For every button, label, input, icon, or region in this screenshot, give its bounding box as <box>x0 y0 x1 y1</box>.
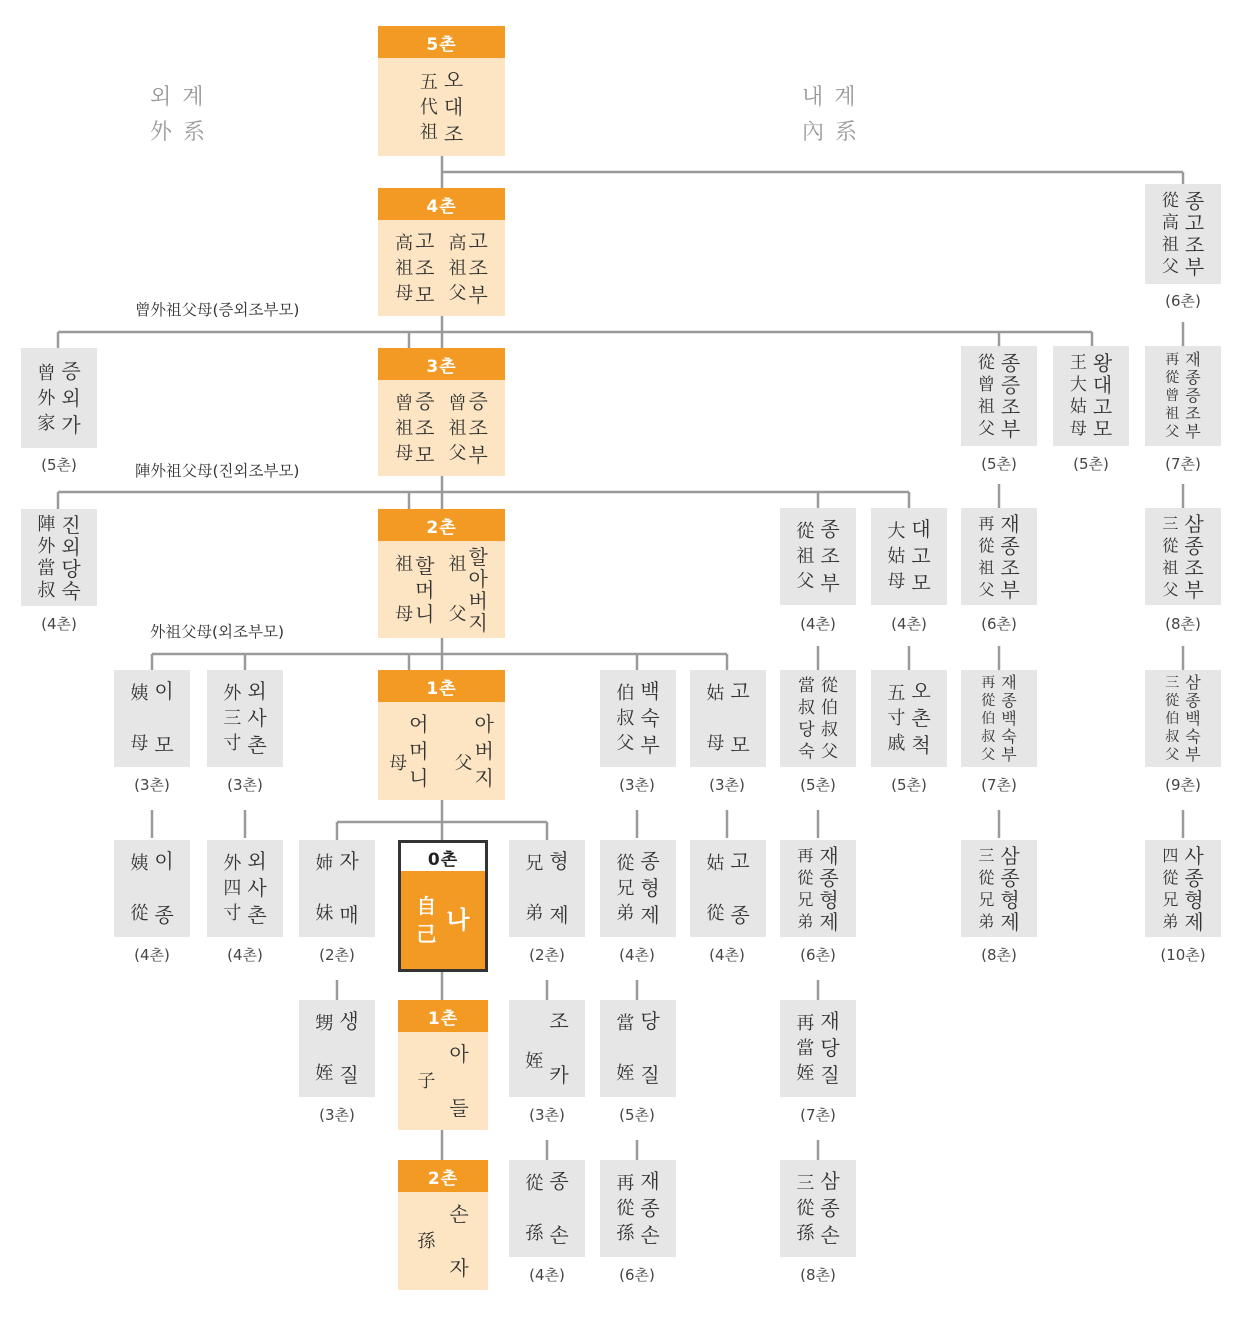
degree-label: (5촌) <box>619 1106 655 1124</box>
hanja-label: 再 當 姪 <box>796 1013 815 1084</box>
hanja-label: 祖 父 <box>448 554 467 625</box>
degree-label: (3촌) <box>227 776 263 794</box>
hanja-label: 姑 從 <box>706 853 725 924</box>
hangul-label: 외 사 촌 <box>247 679 267 757</box>
node-nephew[interactable] <box>509 1000 585 1097</box>
node-jin-maternal-uncle[interactable] <box>21 509 97 606</box>
hangul-label: 당 질 <box>640 1009 660 1087</box>
degree-label: (4촌) <box>41 615 77 633</box>
hangul-label: 재 종 형 제 <box>819 843 839 934</box>
node-great-grand-aunt[interactable] <box>1053 346 1129 446</box>
degree-label: (5촌) <box>800 776 836 794</box>
node-grand-aunt-child[interactable] <box>871 670 947 767</box>
node-brothers[interactable] <box>509 840 585 937</box>
node-great-grandparents[interactable] <box>378 348 505 476</box>
hanja-label: 曾 祖 母 <box>395 392 414 464</box>
hanja-label: 陣 外 當 叔 <box>37 513 56 601</box>
hanja-label: 伯 叔 父 <box>616 683 635 754</box>
degree-label: (6촌) <box>619 1266 655 1284</box>
degree-label: (5촌) <box>1073 455 1109 473</box>
degree-header: 1촌 <box>378 670 505 702</box>
degree-label: (4촌) <box>529 1266 565 1284</box>
degree-label: (10촌) <box>1160 946 1206 964</box>
node-maternal-aunt-cousin[interactable] <box>114 840 190 937</box>
node-fathers-third-cousin[interactable] <box>1145 670 1221 767</box>
node-great-grand-uncle[interactable] <box>961 346 1037 446</box>
node-grandparents[interactable] <box>378 509 505 638</box>
node-fourth-cousins[interactable] <box>1145 840 1221 937</box>
degree-header: 5촌 <box>378 26 505 58</box>
hangul-label: 재 종 증 조 부 <box>1185 350 1201 441</box>
hanja-label: 王 大 姑 母 <box>1069 353 1087 439</box>
node-second-cousin-child[interactable] <box>780 1000 856 1097</box>
node-paternal-uncles[interactable] <box>600 670 676 767</box>
degree-label: (3촌) <box>134 776 170 794</box>
degree-label: (6촌) <box>1165 292 1201 310</box>
node-self[interactable] <box>398 840 488 972</box>
node-second-great-grand-uncle[interactable] <box>1145 346 1221 446</box>
hangul-label: 손 자 <box>449 1201 469 1280</box>
node-great-maternal-family[interactable] <box>21 348 97 448</box>
degree-header: 2촌 <box>378 509 505 541</box>
node-third-grand-uncle[interactable] <box>1145 508 1221 605</box>
hangul-label: 고 종 <box>730 849 750 927</box>
label-jin-maternal-grandparents: 陣外祖父母(진외조부모) <box>135 462 300 480</box>
hanja-label: 五 代 祖 <box>419 71 438 143</box>
side-label-paternal-hanja: 內 系 <box>802 120 859 145</box>
label-great-maternal-grandparents: 曾外祖父母(증외조부모) <box>135 301 300 319</box>
degree-label: (4촌) <box>891 615 927 633</box>
hangul-label: 증 외 가 <box>61 358 81 437</box>
hanja-label: 當 姪 <box>616 1013 635 1084</box>
degree-header: 4촌 <box>378 188 505 220</box>
degree-label: (9촌) <box>1165 776 1201 794</box>
hangul-label: 오 대 조 <box>443 67 464 146</box>
hanja-label: 再 從 曾 祖 父 <box>1165 352 1180 440</box>
hangul-label: 재 종 손 <box>640 1169 660 1247</box>
node-great-great-grandparents[interactable] <box>378 188 505 316</box>
hanja-label: 三 從 孫 <box>796 1173 815 1244</box>
node-grand-uncle[interactable] <box>780 508 856 605</box>
degree-label: (8촌) <box>1165 615 1201 633</box>
hanja-label: 孫 <box>417 1230 436 1252</box>
hanja-label: 曾 祖 父 <box>448 392 467 464</box>
hangul-label: 종 고 조 부 <box>1184 189 1205 279</box>
degree-label: (4촌) <box>227 946 263 964</box>
degree-header: 3촌 <box>378 348 505 380</box>
hanja-label: 從 孫 <box>525 1173 544 1244</box>
hanja-label: 從 曾 祖 父 <box>977 353 995 439</box>
node-son[interactable] <box>398 1000 488 1130</box>
degree-label: (3촌) <box>619 776 655 794</box>
degree-label: (7촌) <box>1165 455 1201 473</box>
hanja-label: 曾 外 家 <box>37 362 56 434</box>
hanja-label: 外 三 寸 <box>223 683 242 754</box>
hangul-label: 삼 종 형 제 <box>1000 843 1020 934</box>
hanja-label: 四 從 兄 弟 <box>1162 845 1179 931</box>
node-grandnephew[interactable] <box>509 1160 585 1257</box>
node-maternal-cousin[interactable] <box>207 840 283 937</box>
degree-label: (2촌) <box>319 946 355 964</box>
degree-label: (4촌) <box>619 946 655 964</box>
degree-label: (5촌) <box>41 456 77 474</box>
node-great-great-grand-uncle[interactable] <box>1145 184 1221 284</box>
hanja-label: 甥 姪 <box>315 1013 334 1084</box>
side-label-paternal-hangul: 내 계 <box>802 85 858 110</box>
node-fathers-cousin[interactable] <box>780 670 856 767</box>
hangul-label: 사 종 형 제 <box>1184 843 1204 934</box>
hangul-label: 종 손 <box>549 1169 569 1247</box>
degree-header: 1촌 <box>398 1000 488 1032</box>
node-sisters-child[interactable] <box>299 1000 375 1097</box>
hangul-label: 어 머 니 <box>409 711 429 790</box>
hangul-label: 증 조 모 <box>415 388 435 467</box>
node-5th-ancestor[interactable] <box>378 26 505 156</box>
hangul-label: 종 조 부 <box>820 517 840 595</box>
hangul-label: 생 질 <box>339 1009 359 1087</box>
hanja-label: 姉 妹 <box>315 853 334 924</box>
hangul-label: 자 매 <box>339 849 359 927</box>
hangul-label: 할 머 니 <box>415 553 435 626</box>
node-maternal-aunt[interactable] <box>114 670 190 767</box>
hangul-label: 종 형 제 <box>640 849 660 927</box>
hanja-label: 姑 母 <box>706 683 725 754</box>
hangul-label: 종 증 조 부 <box>1000 351 1021 441</box>
hangul-label: 삼 종 조 부 <box>1184 511 1204 602</box>
hanja-label: 高 祖 母 <box>395 232 414 304</box>
degree-label: (6촌) <box>981 615 1017 633</box>
hanja-label: 再 從 兄 弟 <box>797 845 814 931</box>
hangul-label: 삼 종 손 <box>820 1169 840 1247</box>
degree-label: (8촌) <box>981 946 1017 964</box>
hanja-label: 三 從 伯 叔 父 <box>1165 674 1180 763</box>
hanja-label: 當 叔 당 숙 <box>798 675 815 762</box>
node-third-cousins[interactable] <box>961 840 1037 937</box>
label-maternal-grandparents: 外祖父母(외조부모) <box>150 623 284 641</box>
node-grandson[interactable] <box>398 1160 488 1290</box>
hangul-label: 고 조 모 <box>415 228 435 307</box>
hangul-label: 형 제 <box>549 849 569 927</box>
hanja-label: 三 從 祖 父 <box>1162 513 1179 599</box>
hanja-label: 從 伯 叔 父 <box>821 675 838 762</box>
node-maternal-uncle[interactable] <box>207 670 283 767</box>
hangul-label: 고 모 <box>730 679 750 757</box>
degree-label: (5촌) <box>891 776 927 794</box>
hanja-label: 大 姑 母 <box>887 521 906 592</box>
hanja-label: 三 從 兄 弟 <box>978 845 995 931</box>
hangul-label: 아 들 <box>449 1041 469 1120</box>
node-cousin-grandchild[interactable] <box>600 1160 676 1257</box>
node-grand-aunt[interactable] <box>871 508 947 605</box>
hangul-label: 재 종 백 숙 부 <box>1001 672 1017 764</box>
hangul-label: 백 숙 부 <box>640 679 660 757</box>
hanja-label: 姨 從 <box>130 853 149 924</box>
hanja-label: 父 <box>454 753 473 774</box>
hanja-label: 高 祖 父 <box>448 232 467 304</box>
hangul-label: 대 고 모 <box>911 517 931 595</box>
hanja-label: 姪 <box>525 1050 544 1072</box>
hangul-label: 조 카 <box>549 1009 569 1087</box>
hangul-label: 나 <box>446 906 470 934</box>
node-paternal-aunt[interactable] <box>690 670 766 767</box>
hangul-label: 오 촌 척 <box>911 679 931 757</box>
hanja-label: 從 高 祖 父 <box>1161 191 1179 277</box>
degree-label: (3촌) <box>319 1106 355 1124</box>
hanja-label: 母 <box>389 753 408 774</box>
side-label-maternal-hangul: 외 계 <box>150 85 206 110</box>
degree-label: (7촌) <box>800 1106 836 1124</box>
hangul-label: 삼 종 백 숙 부 <box>1185 672 1201 764</box>
hanja-label: 姨 母 <box>130 683 149 754</box>
degree-label: (7촌) <box>981 776 1017 794</box>
hangul-label: 고 조 부 <box>468 228 488 307</box>
degree-header: 0촌 <box>401 843 485 871</box>
hanja-label: 兄 弟 <box>525 853 544 924</box>
hangul-label: 왕 대 고 모 <box>1092 351 1113 441</box>
node-paternal-aunt-cousin[interactable] <box>690 840 766 937</box>
hangul-label: 외 사 촌 <box>247 849 267 927</box>
degree-label: (4촌) <box>134 946 170 964</box>
side-label-maternal-hanja: 外 系 <box>150 120 207 145</box>
node-second-cousin-grandchild[interactable] <box>780 1160 856 1257</box>
hanja-label: 再 從 祖 父 <box>978 513 995 599</box>
node-second-grand-uncle[interactable] <box>961 508 1037 605</box>
degree-label: (2촌) <box>529 946 565 964</box>
node-parents[interactable] <box>378 670 505 800</box>
degree-label: (4촌) <box>800 615 836 633</box>
hanja-label: 自 己 <box>416 894 437 946</box>
hangul-label: 진 외 당 숙 <box>61 512 81 603</box>
node-paternal-cousins[interactable] <box>600 840 676 937</box>
hangul-label: 아 버 지 <box>474 711 494 790</box>
node-fathers-second-cousin[interactable] <box>961 670 1037 767</box>
hanja-label: 從 祖 父 <box>796 521 815 592</box>
node-second-cousins[interactable] <box>780 840 856 937</box>
degree-label: (3촌) <box>529 1106 565 1124</box>
hangul-label: 재 당 질 <box>820 1009 840 1087</box>
hanja-label: 祖 母 <box>395 554 414 625</box>
hangul-label: 할 아 버 지 <box>468 544 488 635</box>
degree-label: (8촌) <box>800 1266 836 1284</box>
degree-header: 2촌 <box>398 1160 488 1192</box>
degree-label: (6촌) <box>800 946 836 964</box>
node-sisters[interactable] <box>299 840 375 937</box>
hangul-label: 증 조 부 <box>468 388 488 467</box>
hanja-label: 從 兄 弟 <box>616 853 635 924</box>
hangul-label: 재 종 조 부 <box>1000 511 1020 602</box>
hanja-label: 五 寸 戚 <box>887 683 906 754</box>
degree-label: (3촌) <box>709 776 745 794</box>
degree-label: (5촌) <box>981 455 1017 473</box>
node-cousin-child[interactable] <box>600 1000 676 1097</box>
hanja-label: 再 從 孫 <box>616 1173 635 1244</box>
hanja-label: 子 <box>417 1070 436 1092</box>
hangul-label: 이 모 <box>154 679 174 757</box>
hanja-label: 再 從 伯 叔 父 <box>981 674 996 763</box>
hanja-label: 外 四 寸 <box>223 853 242 924</box>
degree-label: (4촌) <box>709 946 745 964</box>
hangul-label: 이 종 <box>154 849 174 927</box>
